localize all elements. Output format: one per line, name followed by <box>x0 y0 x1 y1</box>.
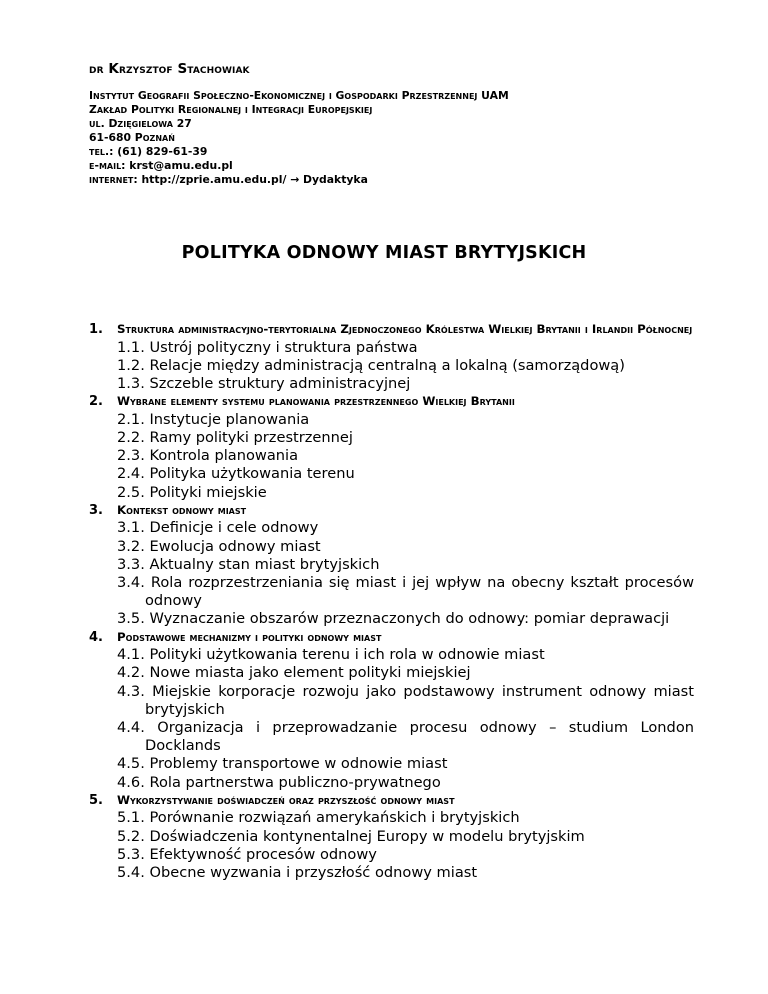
toc-item: 3.1. Definicje i cele odnowy <box>117 519 319 537</box>
postal-line: 61-680 Poznań <box>89 131 175 144</box>
toc-item: 3.2. Ewolucja odnowy miast <box>117 537 321 555</box>
toc-item: 1.3. Szczeble struktury administracyjnej <box>117 375 411 392</box>
table-of-contents <box>89 321 694 882</box>
section-title: Struktura administracyjno-terytorialna Zjednoczonego Królestwa Wielkiej Brytanii i Irlandii Północnej <box>117 322 693 336</box>
phone-number: (61) 829-61-39 <box>117 145 208 158</box>
toc-item: 4.6. Rola partnerstwa publiczno-prywatnego <box>117 773 441 791</box>
internet-label: internet: <box>89 173 138 186</box>
toc-item: 2.4. Polityka użytkowania terenu <box>117 465 355 483</box>
street-line: ul. Dzięgielowa 27 <box>89 117 192 130</box>
internet-line <box>89 173 689 187</box>
toc-item: 4.5. Problemy transportowe w odnowie miast <box>117 755 448 773</box>
section-heading <box>89 502 694 520</box>
section-title: Kontekst odnowy miast <box>117 502 247 517</box>
toc-item: 2.5. Polityki miejskie <box>117 483 267 501</box>
toc-item: 1.2. Relacje między administracją centralną a lokalną (samorządową) <box>117 356 625 374</box>
phone-line <box>89 145 689 159</box>
section-number: 5. <box>89 792 103 808</box>
toc-item: 2.1. Instytucje planowania <box>117 410 310 428</box>
author-header <box>89 61 689 187</box>
toc-item: 1.1. Ustrój polityczny i struktura państwa <box>117 338 418 356</box>
toc-item: 3.5. Wyznaczanie obszarów przeznaczonych do odnowy: pomiar deprawacji <box>117 610 670 628</box>
document-title: POLITYKA ODNOWY MIAST BRYTYJSKICH <box>181 243 587 263</box>
section-heading <box>89 393 694 411</box>
email-line <box>89 159 689 173</box>
section-heading <box>89 629 694 647</box>
section-title: Wybrane elementy systemu planowania przestrzennego Wielkiej Brytanii <box>117 394 515 409</box>
toc-item: 2.2. Ramy polityki przestrzennej <box>117 429 353 446</box>
toc-item: 3.3. Aktualny stan miast brytyjskich <box>117 555 380 573</box>
section-number: 1. <box>89 322 103 337</box>
toc-item: 4.3. Miejskie korporacje rozwoju jako podstawowy instrument odnowy miast brytyjskich <box>117 682 694 718</box>
toc-item: 5.1. Porównanie rozwiązań amerykańskich i brytyjskich <box>117 809 520 827</box>
author-name: dr Krzysztof Stachowiak <box>89 61 250 77</box>
toc-item: 3.4. Rola rozprzestrzeniania się miast i jej wpływ na obecny kształt procesów odnowy <box>117 574 694 610</box>
toc-item: 5.2. Doświadczenia kontynentalnej Europy w modelu brytyjskim <box>117 827 585 845</box>
internet-link[interactable]: http://zprie.amu.edu.pl/ <box>141 173 287 186</box>
institute-line: Instytut Geografii Społeczno-Ekonomicznej i Gospodarki Przestrzennej UAM <box>89 89 509 102</box>
internet-target: Dydaktyka <box>303 173 368 186</box>
toc-item: 4.4. Organizacja i przeprowadzanie procesu odnowy – studium London Docklands <box>117 719 694 755</box>
toc-item: 2.3. Kontrola planowania <box>117 447 299 465</box>
arrow-right-icon: → <box>290 173 300 186</box>
contact-block <box>89 89 689 187</box>
phone-label: tel.: <box>89 145 114 158</box>
toc-item: 4.1. Polityki użytkowania terenu i ich rola w odnowie miast <box>117 646 545 664</box>
section-heading <box>89 792 694 810</box>
section-number: 3. <box>89 502 103 518</box>
section-title: Wykorzystywanie doświadczeń oraz przyszłość odnowy miast <box>117 792 455 807</box>
toc-item: 5.3. Efektywność procesów odnowy <box>117 845 377 863</box>
department-line: Zakład Polityki Regionalnej i Integracji Europejskiej <box>89 103 373 116</box>
toc-item: 5.4. Obecne wyzwania i przyszłość odnowy miast <box>117 864 478 882</box>
section-title: Podstawowe mechanizmy i polityki odnowy miast <box>117 629 382 644</box>
toc-item: 4.2. Nowe miasta jako element polityki miejskiej <box>117 664 471 682</box>
email-label: e-mail: <box>89 159 126 172</box>
email-link[interactable]: krst@amu.edu.pl <box>129 159 233 172</box>
section-number: 2. <box>89 394 103 410</box>
section-heading <box>89 321 694 339</box>
section-number: 4. <box>89 629 103 645</box>
